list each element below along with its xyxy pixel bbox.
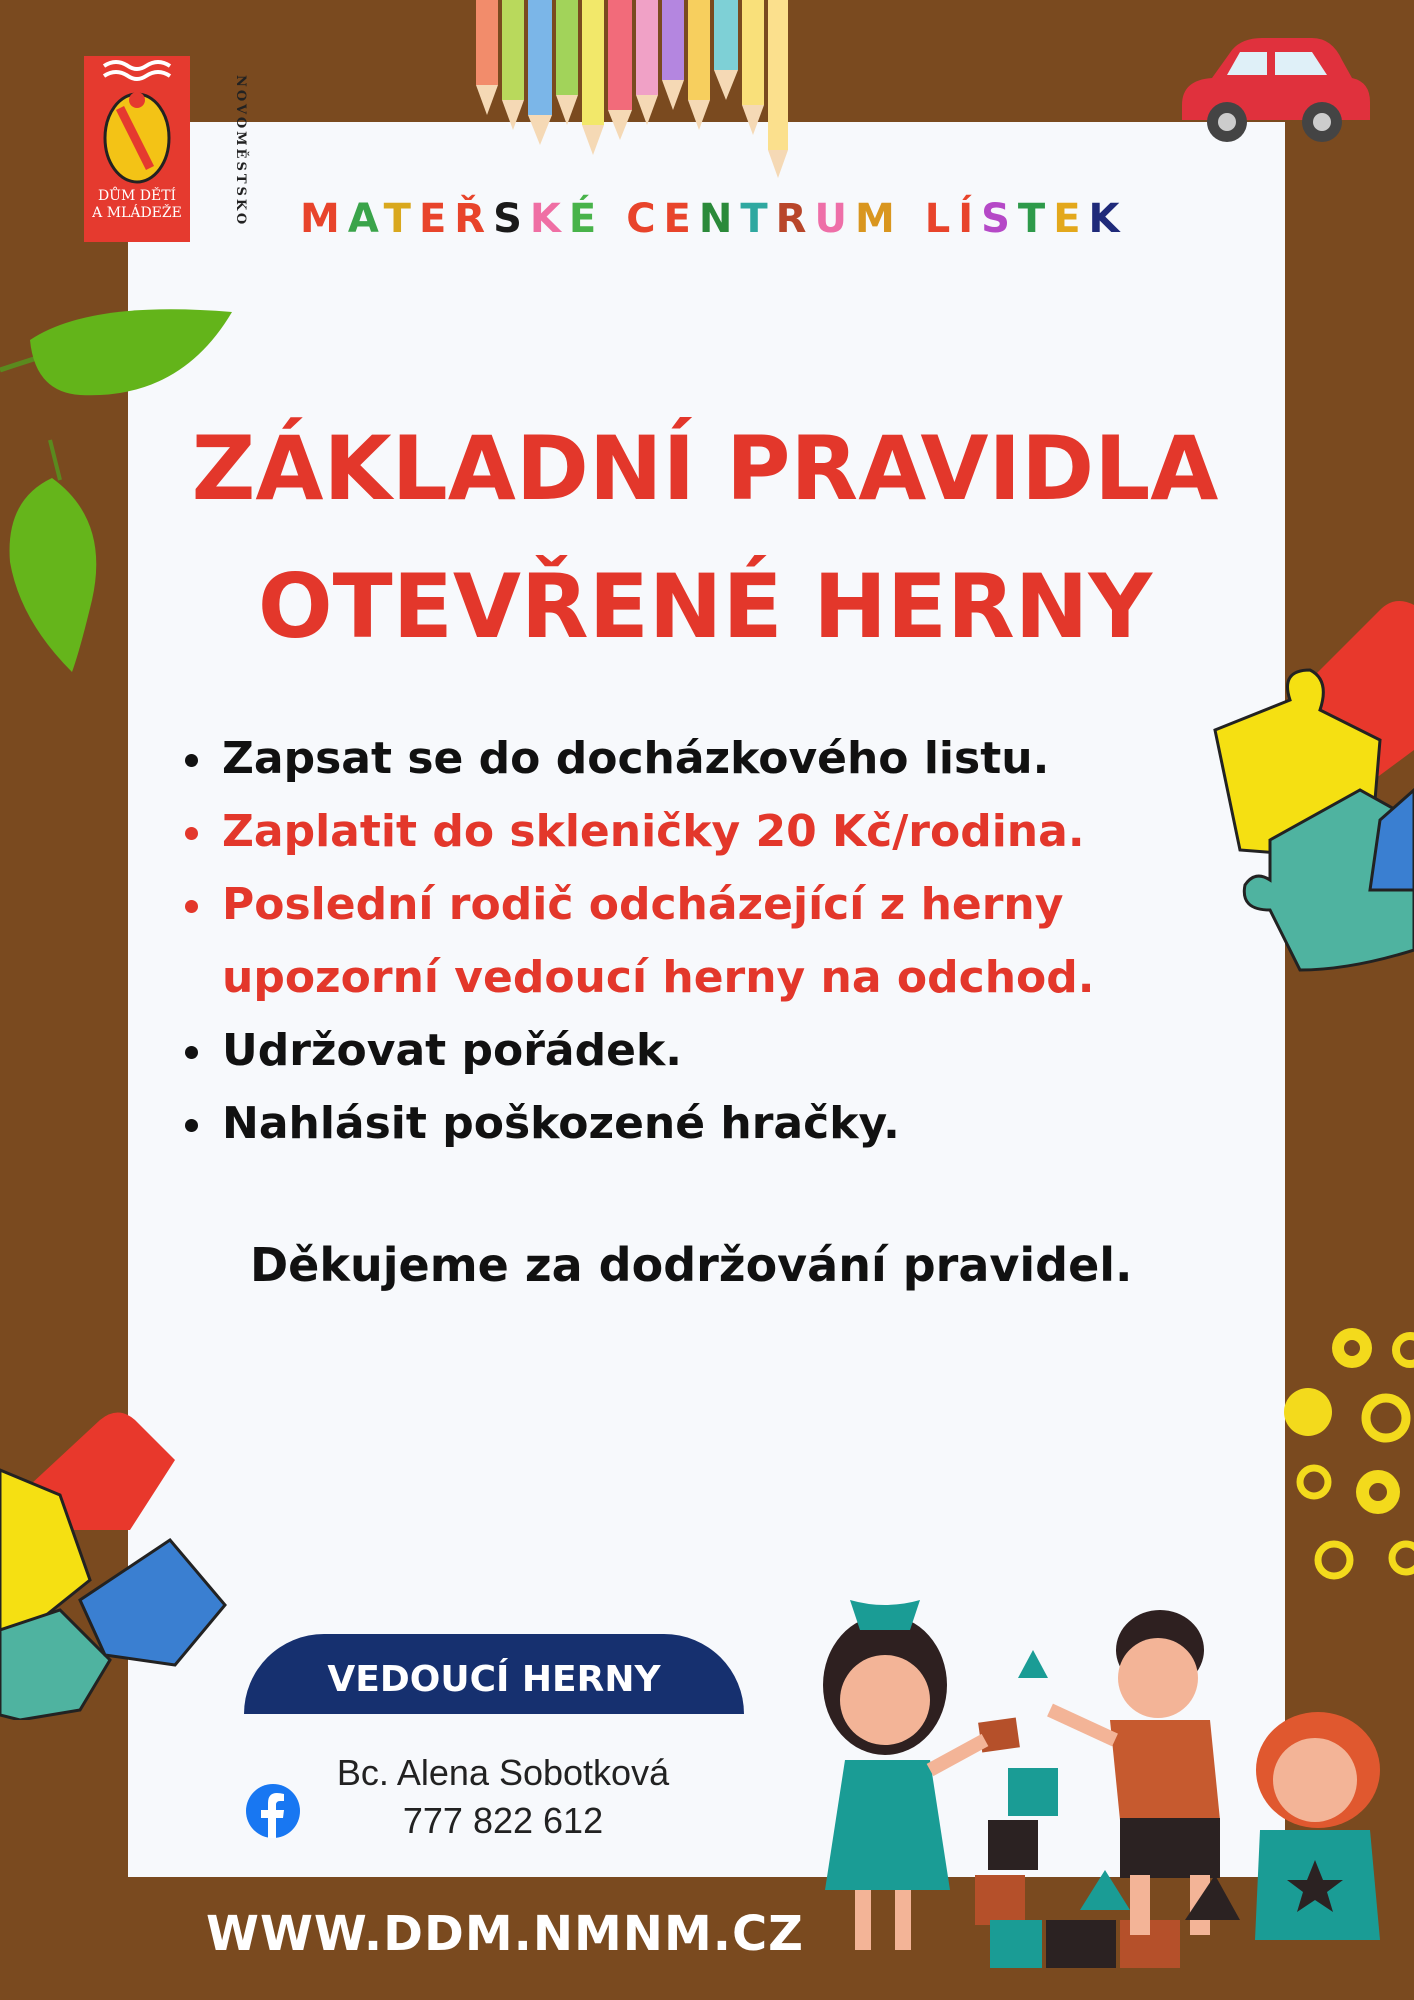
circles-icon bbox=[1280, 1320, 1414, 1600]
centre-name-letter: E bbox=[418, 196, 455, 242]
children-icon bbox=[790, 1590, 1390, 1970]
centre-name bbox=[300, 196, 1200, 242]
centre-name-letter: M bbox=[854, 196, 903, 242]
centre-name-letter: E bbox=[1053, 196, 1089, 242]
centre-name-letter: R bbox=[775, 196, 815, 242]
rules-list bbox=[168, 722, 1268, 1160]
leader-label: VEDOUCÍ HERNY bbox=[244, 1634, 744, 1714]
leader-phone: 777 822 612 bbox=[402, 1800, 604, 1841]
rule-item: • Poslední rodič odcházející z herny upozorní vedoucí herny na odchod. bbox=[218, 868, 1268, 1014]
title-line-2: OTEVŘENÉ HERNY bbox=[257, 555, 1153, 658]
logo-vertical-text: NOVOMĚSTSKO bbox=[233, 74, 248, 228]
rule-item: • Udržovat pořádek. bbox=[218, 1014, 1268, 1087]
title-line-1: ZÁKLADNÍ PRAVIDLA bbox=[191, 417, 1219, 520]
centre-name-letter: E bbox=[663, 196, 699, 242]
logo-text bbox=[84, 188, 190, 222]
pencils-icon bbox=[470, 0, 820, 185]
centre-name-letter: T bbox=[740, 196, 776, 242]
centre-name-letter: C bbox=[626, 196, 664, 242]
rule-item: • Zapsat se do docházkového listu. bbox=[218, 722, 1268, 795]
centre-name-letter bbox=[903, 196, 925, 242]
logo-crest-icon bbox=[84, 56, 190, 186]
website-link[interactable]: WWW.DDM.NMNM.CZ bbox=[206, 1906, 804, 1962]
centre-name-letter: Ř bbox=[454, 196, 494, 242]
puzzle-icon bbox=[0, 1400, 230, 1720]
facebook-icon[interactable] bbox=[246, 1784, 300, 1838]
rule-item: • Nahlásit poškozené hračky. bbox=[218, 1087, 1268, 1160]
centre-name-letter: L bbox=[924, 196, 959, 242]
centre-name-letter: T bbox=[383, 196, 419, 242]
centre-name-letter: Í bbox=[958, 196, 982, 242]
leader-name: Bc. Alena Sobotková bbox=[336, 1752, 670, 1793]
page-title bbox=[140, 400, 1270, 676]
centre-name-letter: S bbox=[493, 196, 530, 242]
centre-name-letter: K bbox=[1088, 196, 1128, 242]
centre-name-letter: N bbox=[698, 196, 741, 242]
car-icon bbox=[1172, 30, 1372, 150]
logo-line-1: DŮM DĚTÍ bbox=[97, 188, 177, 204]
centre-name-letter: S bbox=[981, 196, 1018, 242]
centre-name-letter: A bbox=[347, 196, 384, 242]
centre-name-letter bbox=[604, 196, 626, 242]
rule-item: • Zaplatit do skleničky 20 Kč/rodina. bbox=[218, 795, 1268, 868]
thanks-text: Děkujeme za dodržování pravidel. bbox=[250, 1238, 1133, 1292]
centre-name-letter: K bbox=[529, 196, 569, 242]
centre-name-letter: T bbox=[1017, 196, 1054, 242]
logo-line-2: A MLÁDEŽE bbox=[92, 205, 182, 221]
centre-name-letter: U bbox=[814, 196, 855, 242]
centre-name-letter: É bbox=[568, 196, 605, 242]
centre-name-letter: M bbox=[300, 196, 348, 242]
